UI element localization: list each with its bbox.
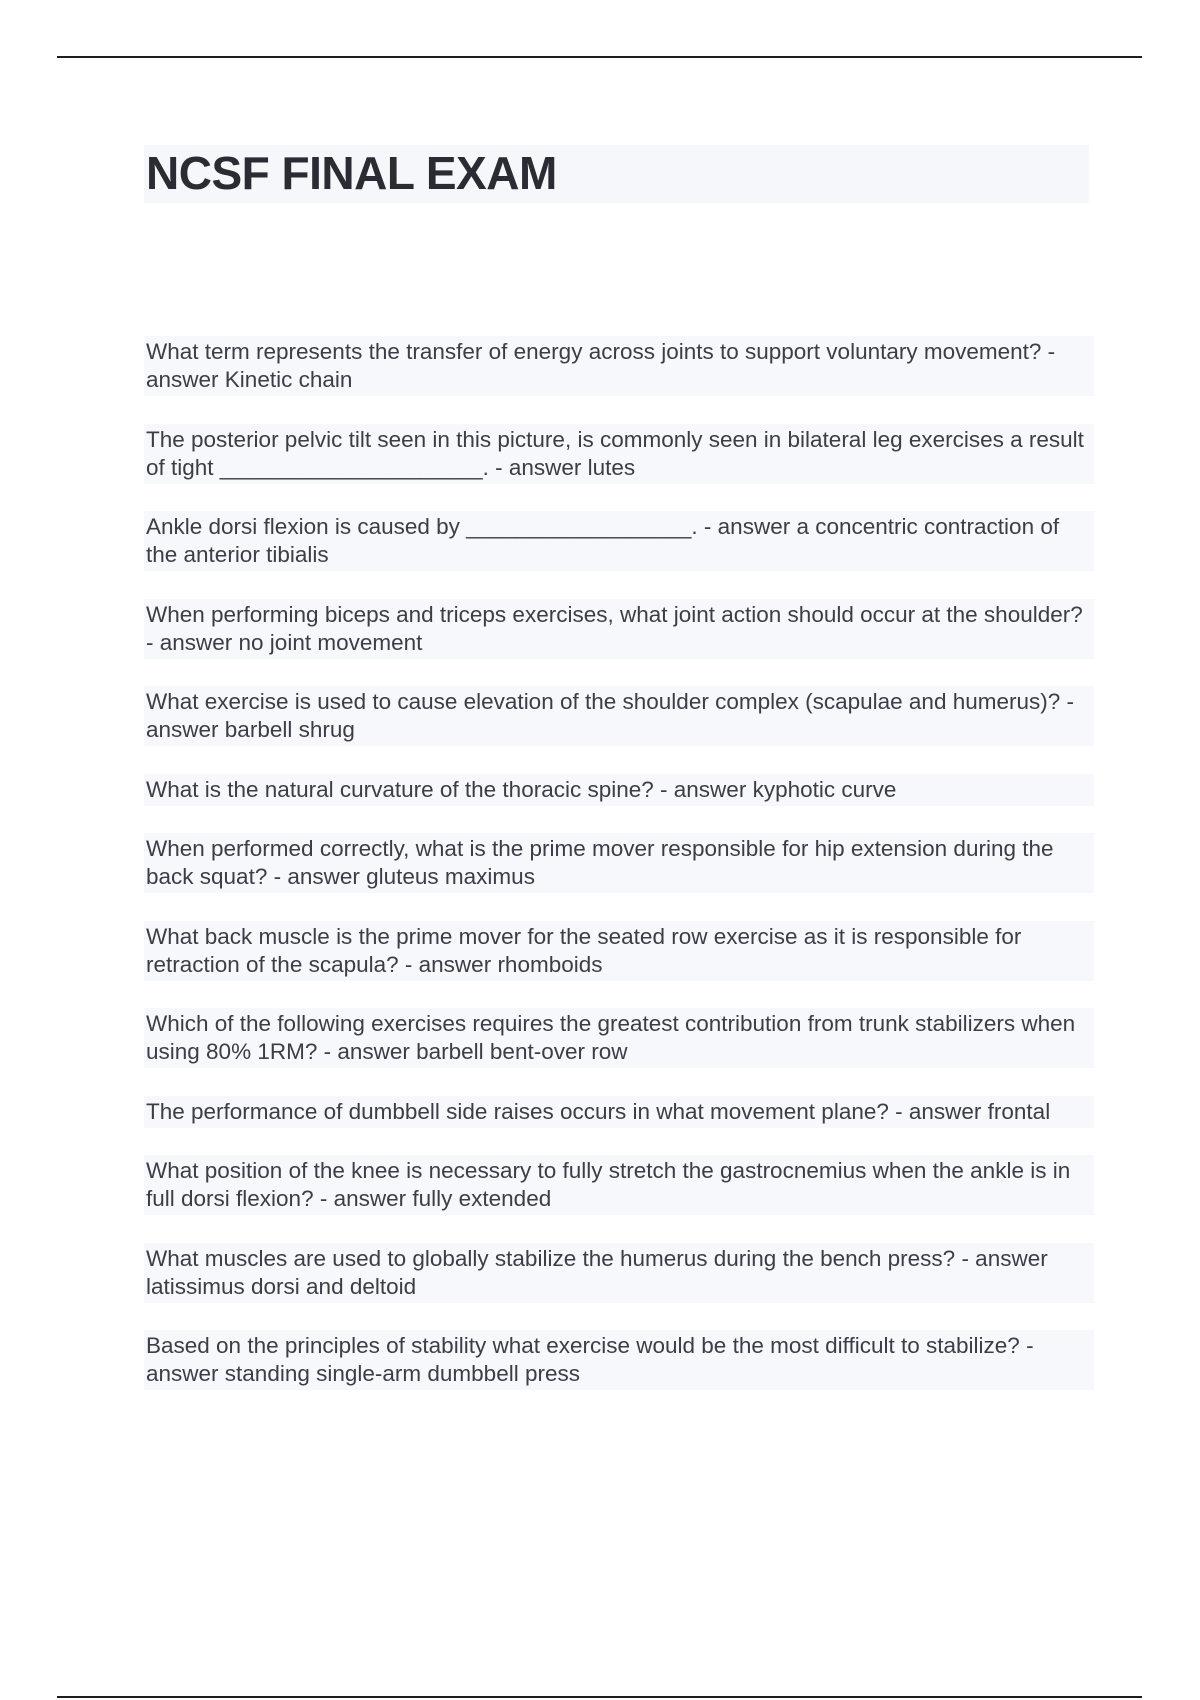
qa-item [144, 833, 1094, 893]
question-text: What exercise is used to cause elevation of the shoulder complex (scapulae and humerus)? [146, 689, 1061, 714]
answer-separator: - answer [398, 951, 498, 977]
page-title: NCSF FINAL EXAM [146, 147, 557, 199]
question-text: Based on the principles of stability what exercise would be the most difficult to stabilize? [146, 1333, 1020, 1358]
answer-separator: - answer [488, 454, 588, 480]
qa-item [144, 1243, 1094, 1303]
answer-separator: - answer [146, 629, 239, 655]
answer-separator: - answer [267, 864, 367, 889]
answer-separator: - answer [888, 1098, 988, 1124]
top-rule [57, 56, 1142, 58]
answer-separator: - answer [146, 1333, 1034, 1386]
qa-item [144, 336, 1094, 396]
question-text: What muscles are used to globally stabilize the humerus during the bench press? [146, 1245, 956, 1271]
question-text: Which of the following exercises requires the greatest contribution from trunk stabilizers when using 80% 1RM? [146, 1011, 1076, 1064]
answer-text: barbell bent-over row [416, 1039, 628, 1064]
question-text: The posterior pelvic tilt seen in this picture, is commonly seen in bilateral leg exercises a result of tight _____________________. [146, 426, 1084, 480]
qa-item [144, 921, 1094, 981]
qa-item [144, 424, 1094, 484]
qa-item [144, 686, 1094, 746]
qa-item [144, 1155, 1094, 1215]
answer-text: frontal [987, 1098, 1051, 1124]
qa-item [144, 1008, 1094, 1068]
answer-separator: - answer [697, 514, 797, 539]
qa-item [144, 1096, 1094, 1128]
answer-text: gluteus maximus [366, 864, 535, 889]
question-text: What is the natural curvature of the thoracic spine? [146, 776, 654, 802]
answer-text: a concentric contraction of the anterior tibialis [146, 514, 1060, 567]
qa-list [144, 336, 1094, 1418]
question-text: What position of the knee is necessary to fully stretch the gastrocnemius when the ankle is in full dorsi flexion? [146, 1158, 1071, 1211]
answer-separator: - answer [317, 1039, 417, 1064]
answer-text: rhomboids [497, 951, 603, 977]
qa-item [144, 1330, 1094, 1390]
question-text: When performing biceps and triceps exercises, what joint action should occur at the shoulder? [146, 601, 1083, 627]
answer-text: no joint movement [238, 629, 423, 655]
question-text: What back muscle is the prime mover for the seated row exercise as it is responsible for retraction of the scapula? [146, 923, 1022, 977]
bottom-rule [57, 1696, 1142, 1698]
answer-separator: - answer [313, 1186, 413, 1211]
question-text: The performance of dumbbell side raises occurs in what movement plane? [146, 1098, 889, 1124]
question-text: Ankle dorsi flexion is caused by __________________. [146, 514, 698, 539]
answer-text: latissimus dorsi and deltoid [146, 1273, 417, 1299]
qa-item [144, 599, 1094, 659]
answer-text: barbell shrug [224, 717, 355, 742]
qa-item [144, 774, 1094, 806]
answer-text: standing single-arm dumbbell press [224, 1361, 580, 1386]
answer-separator: - answer [146, 689, 1074, 742]
answer-separator: - answer [955, 1245, 1048, 1271]
answer-separator: - answer [146, 339, 1056, 392]
answer-separator: - answer [653, 776, 753, 802]
question-text: What term represents the transfer of energy across joints to support voluntary movement? [146, 339, 1042, 364]
answer-text: kyphotic curve [752, 776, 897, 802]
answer-text: Kinetic chain [224, 367, 353, 392]
question-text: When performed correctly, what is the prime mover responsible for hip extension during the back squat? [146, 836, 1054, 889]
qa-item [144, 511, 1094, 571]
answer-text: lutes [587, 454, 636, 480]
answer-text: fully extended [412, 1186, 552, 1211]
